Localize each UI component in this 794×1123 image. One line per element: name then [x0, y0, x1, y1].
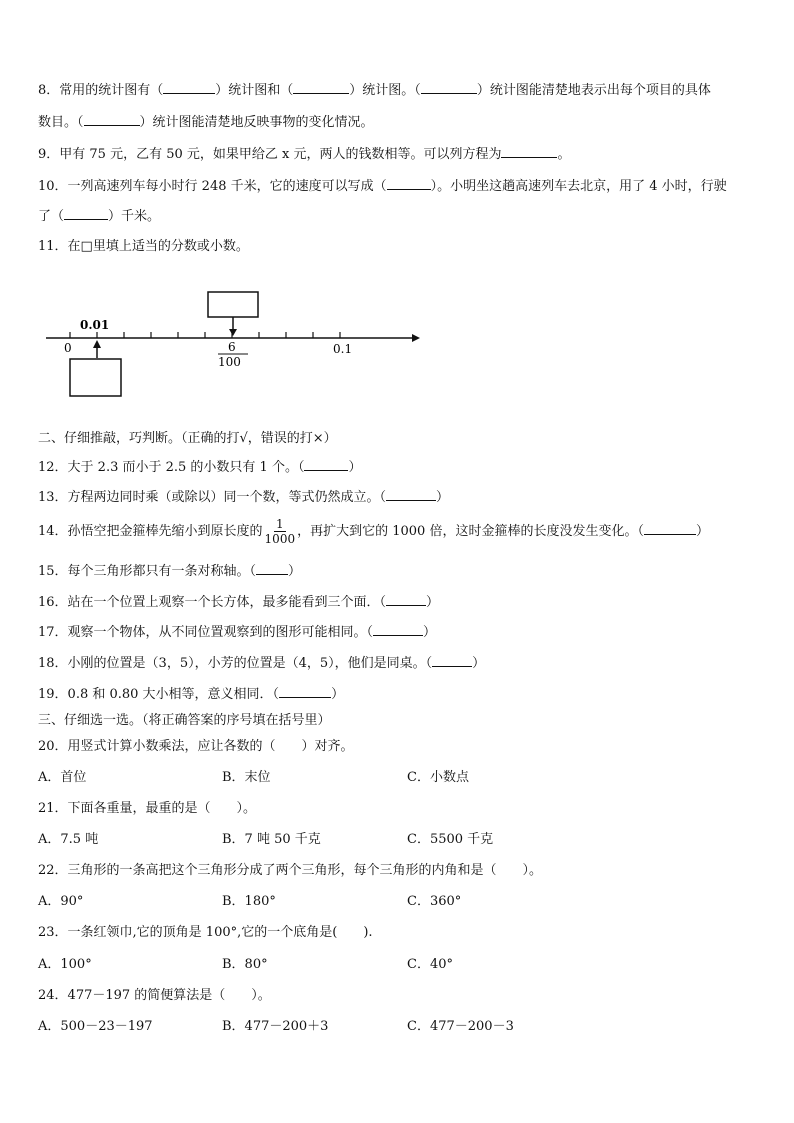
question-8-line-1: 8．常用的统计图有（ ）统计图和（ ）统计图。（ ）统计图能清楚地表示出每个项目的具体	[38, 83, 711, 98]
option-a[interactable]: A．90°	[38, 894, 84, 909]
question-11: 11．在□里填上适当的分数或小数。	[38, 239, 249, 254]
answer-blank[interactable]	[279, 685, 331, 698]
option-a[interactable]: A．500－23－197	[38, 1019, 153, 1034]
option-c[interactable]: C．360°	[407, 894, 462, 909]
option-a[interactable]: A．首位	[38, 770, 87, 785]
answer-box-top[interactable]	[208, 292, 258, 317]
option-b[interactable]: B．7 吨 50 千克	[222, 832, 321, 847]
answer-blank[interactable]	[386, 593, 426, 606]
answer-blank[interactable]	[256, 562, 288, 575]
answer-blank[interactable]	[421, 81, 477, 94]
question-13: 13．方程两边同时乘（或除以）同一个数，等式仍然成立。（ ）	[38, 490, 450, 505]
question-23: 23．一条红领巾,它的顶角是 100°,它的一个底角是( ).	[38, 925, 373, 940]
arrow-down-icon	[229, 317, 237, 336]
answer-blank[interactable]	[293, 81, 349, 94]
question-12: 12．大于 2.3 而小于 2.5 的小数只有 1 个。（ ）	[38, 460, 362, 475]
question-21: 21．下面各重量，最重的是（ ）。	[38, 801, 257, 816]
label-0-01: 0.01	[80, 318, 110, 332]
question-10-line-1: 10．一列高速列车每小时行 248 千米，它的速度可以写成（ ）。小明坐这趟高速列车去北京，用了 4 小时，行驶	[38, 179, 727, 194]
question-15: 15．每个三角形都只有一条对称轴。（ ）	[38, 564, 302, 579]
question-18: 18．小刚的位置是（3，5），小芳的位置是（4，5），他们是同桌。（ ）	[38, 656, 486, 671]
question-10-line-2: 了（ ）千米。	[38, 209, 161, 224]
question-9: 9．甲有 75 元，乙有 50 元，如果甲给乙 x 元，两人的钱数相等。可以列方程为 。	[38, 147, 571, 162]
option-a[interactable]: A．100°	[38, 957, 92, 972]
option-b[interactable]: B．末位	[222, 770, 271, 785]
section-2-heading: 二、仔细推敲，巧判断。（正确的打√，错误的打×）	[38, 431, 337, 446]
arrow-up-icon	[93, 340, 101, 358]
number-line-figure	[0, 280, 440, 400]
question-16: 16．站在一个位置上观察一个长方体，最多能看到三个面．（ ）	[38, 595, 440, 610]
option-b[interactable]: B．477－200＋3	[222, 1019, 329, 1034]
answer-blank[interactable]	[644, 522, 696, 535]
question-19: 19．0.8 和 0.80 大小相等，意义相同．（ ）	[38, 687, 345, 702]
question-14: 14．孙悟空把金箍棒先缩小到原长度的 $\frac{1}{1000}$ ，再扩大到它的 1000 倍，这时金箍棒的长度没发生变化。（ ）	[38, 517, 709, 546]
question-20: 20．用竖式计算小数乘法，应让各数的（ ）对齐。	[38, 739, 354, 754]
label-frac-denominator: 100	[218, 355, 241, 369]
label-0: 0	[64, 341, 72, 355]
answer-box-bottom[interactable]	[70, 359, 121, 396]
option-c[interactable]: C．小数点	[407, 770, 469, 785]
label-frac-numerator: 6	[228, 340, 236, 354]
answer-blank[interactable]	[501, 145, 557, 158]
fraction-1-1000: $\frac{1}{1000}$	[264, 517, 296, 546]
question-24: 24．477－197 的简便算法是（ ）。	[38, 988, 271, 1003]
answer-blank[interactable]	[432, 654, 472, 667]
option-b[interactable]: B．80°	[222, 957, 268, 972]
option-c[interactable]: C．477－200－3	[407, 1019, 514, 1034]
axis-arrow-icon	[412, 334, 420, 342]
section-3-heading: 三、仔细选一选。（将正确答案的序号填在括号里）	[38, 713, 331, 728]
answer-blank[interactable]	[163, 81, 215, 94]
answer-blank[interactable]	[387, 177, 431, 190]
option-c[interactable]: C．40°	[407, 957, 453, 972]
question-8-line-2: 数目。（ ）统计图能清楚地反映事物的变化情况。	[38, 115, 374, 130]
option-c[interactable]: C．5500 千克	[407, 832, 494, 847]
question-17: 17．观察一个物体，从不同位置观察到的图形可能相同。（ ）	[38, 625, 437, 640]
answer-blank[interactable]	[386, 488, 436, 501]
answer-blank[interactable]	[373, 623, 423, 636]
option-b[interactable]: B．180°	[222, 894, 276, 909]
answer-blank[interactable]	[84, 113, 140, 126]
label-0-1: 0.1	[333, 342, 353, 356]
answer-blank[interactable]	[304, 458, 348, 471]
option-a[interactable]: A．7.5 吨	[38, 832, 99, 847]
question-22: 22．三角形的一条高把这个三角形分成了两个三角形，每个三角形的内角和是（ ）。	[38, 863, 543, 878]
answer-blank[interactable]	[64, 207, 108, 220]
number-line-ticks	[70, 332, 340, 338]
